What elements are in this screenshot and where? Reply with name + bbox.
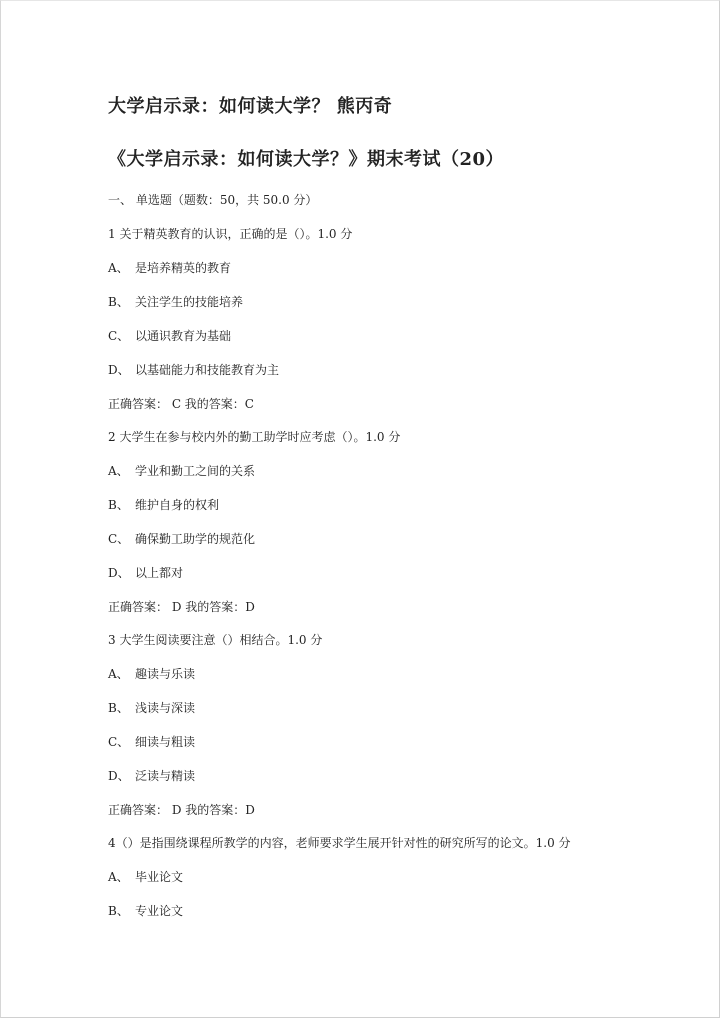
option-text: 是培养精英的教育 — [135, 261, 232, 275]
option-b — [108, 902, 183, 919]
option-letter: B、 — [108, 498, 129, 512]
section-heading: 一、 单选题（题数：50，共 50.0 分） — [108, 193, 318, 207]
answer-line: 正确答案： D 我的答案：D — [108, 600, 255, 614]
answer-line: 正确答案： D 我的答案：D — [108, 803, 255, 817]
option-text: 趣读与乐读 — [135, 667, 196, 681]
option-letter: A、 — [108, 870, 129, 884]
option-letter: A、 — [108, 667, 129, 681]
option-letter: A、 — [108, 464, 129, 478]
option-c — [108, 530, 255, 547]
option-letter: A、 — [108, 261, 129, 275]
option-text: 学业和勤工之间的关系 — [135, 464, 256, 478]
option-d — [108, 361, 279, 378]
option-b — [108, 293, 243, 310]
question-stem: 3 大学生阅读要注意（）相结合。1.0 分 — [108, 633, 323, 647]
option-letter: B、 — [108, 295, 129, 309]
option-text: 泛读与精读 — [135, 769, 196, 783]
option-text: 以上都对 — [135, 566, 184, 580]
question-stem: 4（）是指围绕课程所教学的内容，老师要求学生展开针对性的研究所写的论文。1.0 分 — [108, 836, 571, 850]
option-b — [108, 699, 195, 716]
exam-title: 《大学启示录：如何读大学？》期末考试（20） — [108, 149, 505, 170]
document-title: 大学启示录：如何读大学？ 熊丙奇 — [108, 96, 393, 117]
option-letter: D、 — [108, 566, 130, 580]
option-letter: B、 — [108, 701, 129, 715]
question-stem: 1 关于精英教育的认识，正确的是（）。1.0 分 — [108, 227, 353, 241]
option-letter: C、 — [108, 532, 130, 546]
option-a — [108, 259, 231, 276]
option-c — [108, 733, 195, 750]
option-a — [108, 665, 195, 682]
option-a — [108, 462, 255, 479]
option-text: 以基础能力和技能教育为主 — [135, 363, 280, 377]
option-letter: D、 — [108, 769, 130, 783]
option-text: 专业论文 — [135, 904, 184, 918]
option-text: 维护自身的权利 — [135, 498, 220, 512]
option-text: 毕业论文 — [135, 870, 184, 884]
answer-line: 正确答案： C 我的答案：C — [108, 397, 254, 411]
option-letter: C、 — [108, 735, 130, 749]
option-text: 关注学生的技能培养 — [135, 295, 244, 309]
option-text: 确保勤工助学的规范化 — [135, 532, 256, 546]
option-d — [108, 767, 195, 784]
option-d — [108, 564, 183, 581]
option-letter: C、 — [108, 329, 130, 343]
option-text: 以通识教育为基础 — [135, 329, 232, 343]
option-c — [108, 327, 231, 344]
option-letter: D、 — [108, 363, 130, 377]
option-letter: B、 — [108, 904, 129, 918]
question-stem: 2 大学生在参与校内外的勤工助学时应考虑（）。1.0 分 — [108, 430, 401, 444]
option-text: 细读与粗读 — [135, 735, 196, 749]
option-a — [108, 868, 183, 885]
option-b — [108, 496, 219, 513]
option-text: 浅读与深读 — [135, 701, 196, 715]
